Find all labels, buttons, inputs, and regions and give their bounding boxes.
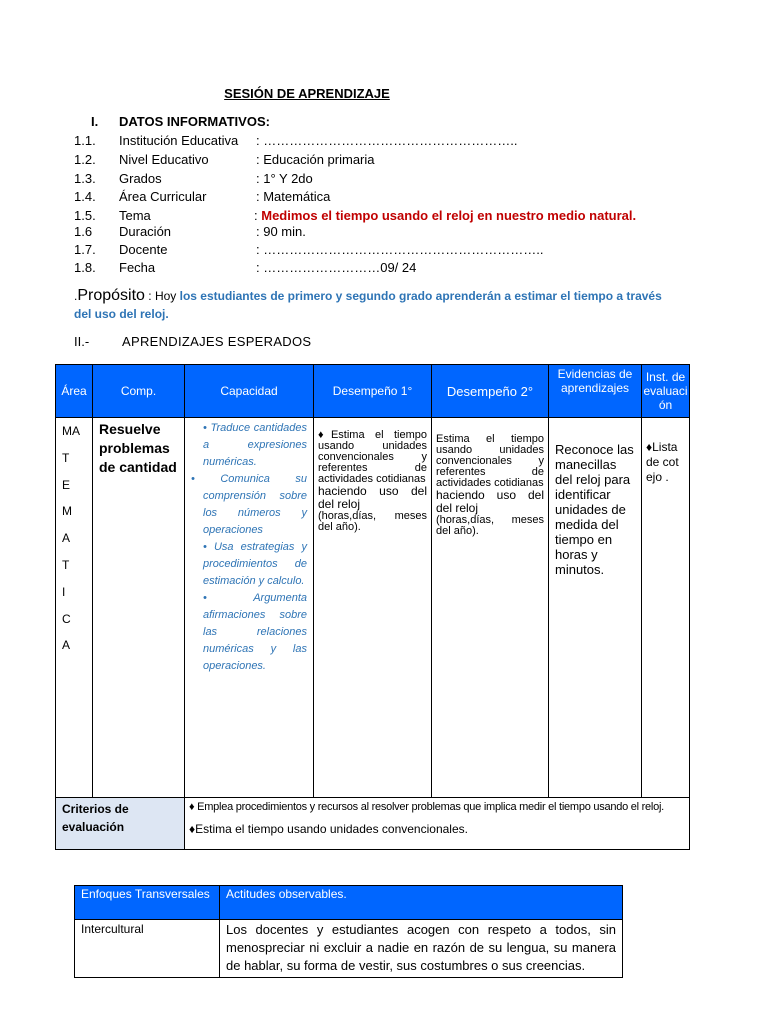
- area-letter: MA: [62, 424, 80, 438]
- bullet-icon: •: [191, 473, 221, 485]
- capacidad-text: Usa estrategias y procedimientos de estimación y calculo.: [203, 541, 307, 587]
- area-letter: C: [62, 611, 71, 626]
- capacidad-cell: [185, 418, 314, 798]
- info-label: Duración: [119, 224, 172, 239]
- actitudes-header: Actitudes observables.: [220, 886, 623, 920]
- info-value: : ………………………………………………………..: [256, 242, 544, 257]
- info-value: : Matemática: [256, 189, 331, 204]
- info-number: 1.7.: [74, 242, 96, 257]
- info-value-prefix: :: [254, 208, 262, 223]
- desempeno-1-text: (horas,días, meses del año).: [318, 510, 427, 533]
- proposito-text: los estudiantes de primero y segundo grado aprenderán a estimar el tiempo a través: [179, 289, 662, 303]
- info-label: Fecha: [119, 260, 156, 275]
- header-desempeno-1: Desempeño 1°: [314, 365, 432, 418]
- header-desempeno-2: Desempeño 2°: [432, 365, 549, 418]
- area-letter: E: [62, 477, 71, 492]
- bullet-icon: •: [203, 422, 211, 434]
- info-number: 1.8.: [74, 260, 96, 275]
- desempeno-2-text: Estima el tiempo usando unidades convencionales y referentes de actividades cotidianas: [436, 433, 544, 489]
- bullet-icon: •: [203, 592, 254, 604]
- area-cell: [56, 418, 93, 798]
- evidencias-cell: Reconoce las manecillas del reloj para identificar unidades de medida del tiempo en horas y minutos.: [549, 418, 642, 798]
- info-value: : 1° Y 2do: [256, 171, 313, 186]
- criterios-label: Criterios de evaluación: [56, 798, 185, 850]
- competencia-cell: Resuelve problemas de cantidad: [93, 418, 185, 798]
- header-capacidad: Capacidad: [185, 365, 314, 418]
- info-value: [254, 208, 636, 223]
- criterio-text: ♦Estima el tiempo usando unidades convencionales.: [189, 822, 468, 836]
- info-label: Área Curricular: [119, 189, 207, 204]
- info-value: : 90 min.: [256, 224, 306, 239]
- info-number: 1.4.: [74, 189, 96, 204]
- area-letter: T: [62, 557, 70, 572]
- criterios-row: [56, 798, 690, 850]
- area-letter: T: [62, 450, 70, 465]
- info-label: Docente: [119, 242, 168, 257]
- desempeno-2-cell: [432, 418, 549, 798]
- info-label: Grados: [119, 171, 162, 186]
- section-1-heading: DATOS INFORMATIVOS:: [119, 114, 270, 129]
- document-title: SESIÓN DE APRENDIZAJE: [224, 86, 390, 101]
- table-header-row: [56, 365, 690, 418]
- desempeno-2-text: haciendo uso del del reloj: [436, 488, 544, 515]
- enfoques-header: Enfoques Transversales: [75, 886, 220, 920]
- enfoques-header-row: [75, 886, 623, 920]
- info-value: : Educación primaria: [256, 152, 375, 167]
- area-letter: M: [62, 504, 72, 519]
- capacidad-text: Traduce cantidades a expresiones numéricas.: [203, 422, 307, 468]
- capacidad-item: [191, 471, 307, 539]
- section-1-number: I.: [91, 114, 99, 129]
- info-label: Tema: [119, 208, 151, 223]
- capacidad-item: [191, 539, 307, 590]
- info-number: 1.6: [74, 224, 93, 239]
- header-competencia: Comp.: [93, 365, 185, 418]
- enfoque-cell: Intercultural: [75, 920, 220, 978]
- section-2-number: II.-: [74, 334, 90, 349]
- table-row: [75, 920, 623, 978]
- section-2-heading: APRENDIZAJES ESPERADOS: [122, 334, 312, 349]
- area-letter: A: [62, 638, 71, 653]
- tema-text: Medimos el tiempo usando el reloj en nuestro medio natural.: [261, 208, 637, 223]
- area-letter: A: [62, 531, 71, 546]
- info-number: 1.5.: [74, 208, 96, 223]
- header-area: Área: [56, 365, 93, 418]
- info-value: : …………………………………………………..: [256, 133, 518, 148]
- header-evidencias: Evidencias de aprendizajes: [549, 365, 642, 418]
- capacidad-text: Comunica su comprensión sobre los números y operaciones: [203, 473, 307, 536]
- criterio-text: ♦ Emplea procedimientos y recursos al resolver problemas que implica medir el tiempo usando el reloj.: [189, 801, 664, 813]
- info-number: 1.3.: [74, 171, 96, 186]
- area-letter: I: [62, 584, 66, 599]
- desempeno-2-text: (horas,días, meses del año).: [436, 514, 544, 537]
- actitud-cell: Los docentes y estudiantes acogen con respeto a todos, sin menospreciar ni excluir a nadie en razón de su lengua, su manera de hablar, su forma de vestir, sus costumbres o sus creencias.: [220, 920, 623, 978]
- capacidad-text: Argumenta afirmaciones sobre las relaciones numéricas y las operaciones.: [203, 592, 307, 672]
- info-value: : ………………………09/ 24: [256, 260, 417, 275]
- proposito-lead: : Hoy: [144, 289, 180, 303]
- info-label: Nivel Educativo: [119, 152, 209, 167]
- info-label: Institución Educativa: [119, 133, 239, 148]
- bullet-icon: •: [203, 541, 214, 553]
- desempeno-1-text: haciendo uso del del reloj: [318, 484, 427, 511]
- info-number: 1.1.: [74, 133, 96, 148]
- aprendizajes-table: [55, 364, 690, 850]
- info-number: 1.2.: [74, 152, 96, 167]
- desempeno-1-text: ♦Estima el tiempo usando unidades convencionales y referentes de actividades cotidianas: [318, 429, 427, 485]
- criterios-content: [185, 798, 690, 850]
- capacidad-item: [191, 420, 307, 471]
- proposito-label: Propósito: [77, 287, 145, 304]
- proposito-text-line2: del uso del reloj.: [74, 307, 169, 321]
- desempeno-1-cell: [314, 418, 432, 798]
- header-instrumento: Inst. de evaluación: [642, 365, 690, 418]
- proposito-dot: .: [74, 289, 78, 303]
- proposito-paragraph: [74, 287, 694, 323]
- table-row: [56, 418, 690, 798]
- instrumento-cell: ♦Lista de cotejo .: [642, 418, 690, 798]
- enfoques-table: [74, 885, 623, 978]
- capacidad-item: [191, 590, 307, 675]
